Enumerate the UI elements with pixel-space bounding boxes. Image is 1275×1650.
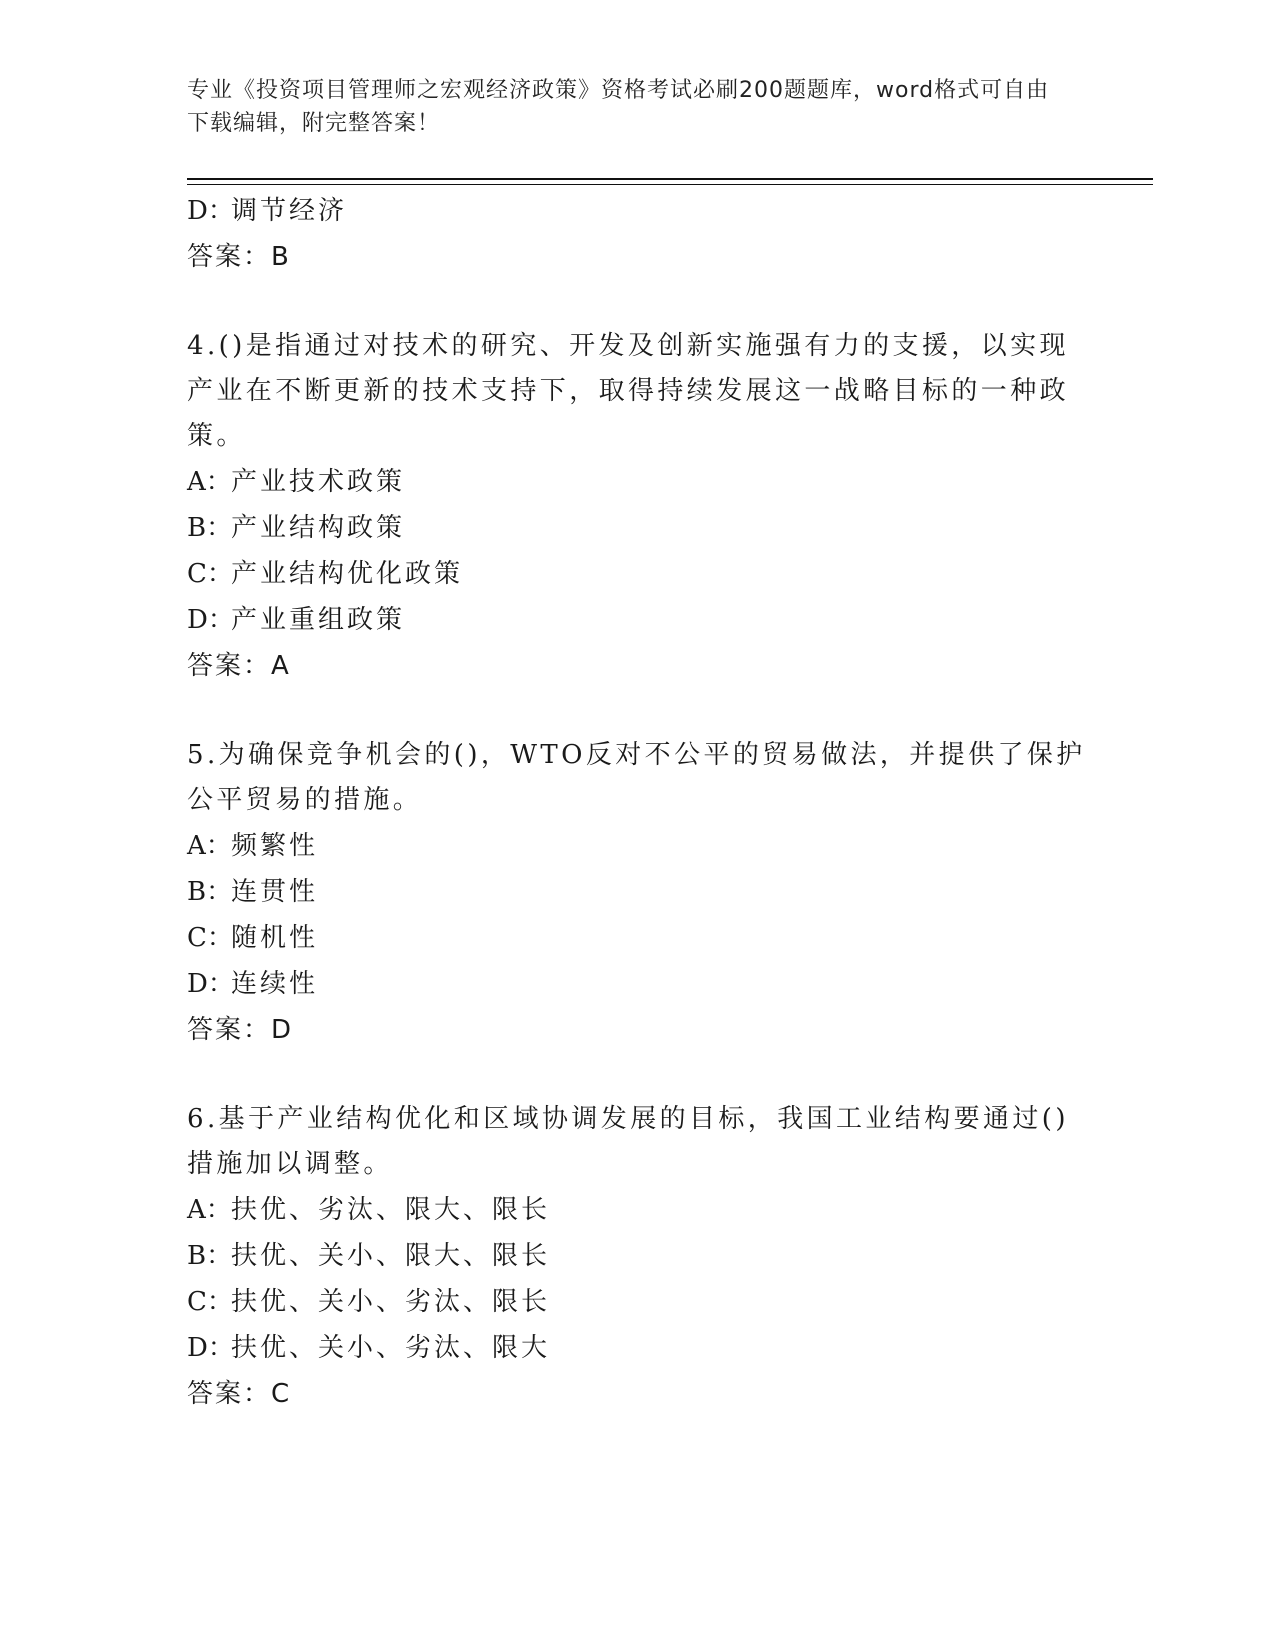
answer-line: 答案：B	[187, 242, 291, 272]
option-a	[187, 1187, 1087, 1233]
option-label: C：	[187, 1287, 233, 1317]
option-d	[187, 597, 1087, 643]
option-text: 产业结构优化政策	[231, 559, 464, 589]
option-text: 连贯性	[231, 877, 319, 907]
option-label: D：	[187, 969, 234, 999]
option-c	[187, 1279, 1087, 1325]
option-text: 扶优、关小、劣汰、限长	[231, 1287, 551, 1317]
answer-line: 答案：C	[187, 1379, 292, 1409]
header-divider-thin	[187, 184, 1153, 185]
option-label: B：	[187, 877, 233, 907]
option-label: D：	[187, 605, 234, 635]
option-label: C：	[187, 923, 233, 953]
question-list	[187, 188, 1087, 1417]
option-a	[187, 823, 1087, 869]
question-stem: 5.为确保竞争机会的()，WTO反对不公平的贸易做法，并提供了保护公平贸易的措施。	[187, 740, 1086, 815]
answer-line: 答案：D	[187, 1015, 294, 1045]
option-text: 频繁性	[231, 831, 319, 861]
page-header: 专业《投资项目管理师之宏观经济政策》资格考试必刷200题题库，word格式可自由下载编辑，附完整答案！	[187, 78, 1050, 136]
question-5	[187, 733, 1087, 1053]
question-6	[187, 1097, 1087, 1417]
option-text: 扶优、劣汰、限大、限长	[231, 1195, 551, 1225]
option-label: B：	[187, 513, 233, 543]
option-text: 产业重组政策	[231, 605, 406, 635]
option-a	[187, 459, 1087, 505]
option-d	[187, 1325, 1087, 1371]
option-c	[187, 551, 1087, 597]
question-stem: 4.()是指通过对技术的研究、开发及创新实施强有力的支援，以实现产业在不断更新的技术支持下，取得持续发展这一战略目标的一种政策。	[187, 331, 1070, 451]
option-label: A：	[187, 467, 232, 497]
option-label: B：	[187, 1241, 233, 1271]
option-text: 产业结构政策	[231, 513, 406, 543]
option-d	[187, 188, 1087, 234]
option-text: 调节经济	[231, 196, 348, 226]
option-label: D：	[187, 1333, 234, 1363]
option-text: 随机性	[231, 923, 319, 953]
option-label: A：	[187, 1195, 232, 1225]
option-label: A：	[187, 831, 232, 861]
option-b	[187, 505, 1087, 551]
header-divider-thick	[187, 178, 1153, 180]
question-4	[187, 324, 1087, 689]
option-b	[187, 869, 1087, 915]
option-d	[187, 961, 1087, 1007]
option-label: C：	[187, 559, 233, 589]
question-stem: 6.基于产业结构优化和区域协调发展的目标，我国工业结构要通过()措施加以调整。	[187, 1104, 1069, 1179]
question-continued	[187, 188, 1087, 280]
answer-line: 答案：A	[187, 651, 291, 681]
option-text: 产业技术政策	[231, 467, 406, 497]
option-label: D：	[187, 196, 234, 226]
option-c	[187, 915, 1087, 961]
option-b	[187, 1233, 1087, 1279]
option-text: 扶优、关小、限大、限长	[231, 1241, 551, 1271]
option-text: 连续性	[231, 969, 319, 999]
option-text: 扶优、关小、劣汰、限大	[231, 1333, 551, 1363]
